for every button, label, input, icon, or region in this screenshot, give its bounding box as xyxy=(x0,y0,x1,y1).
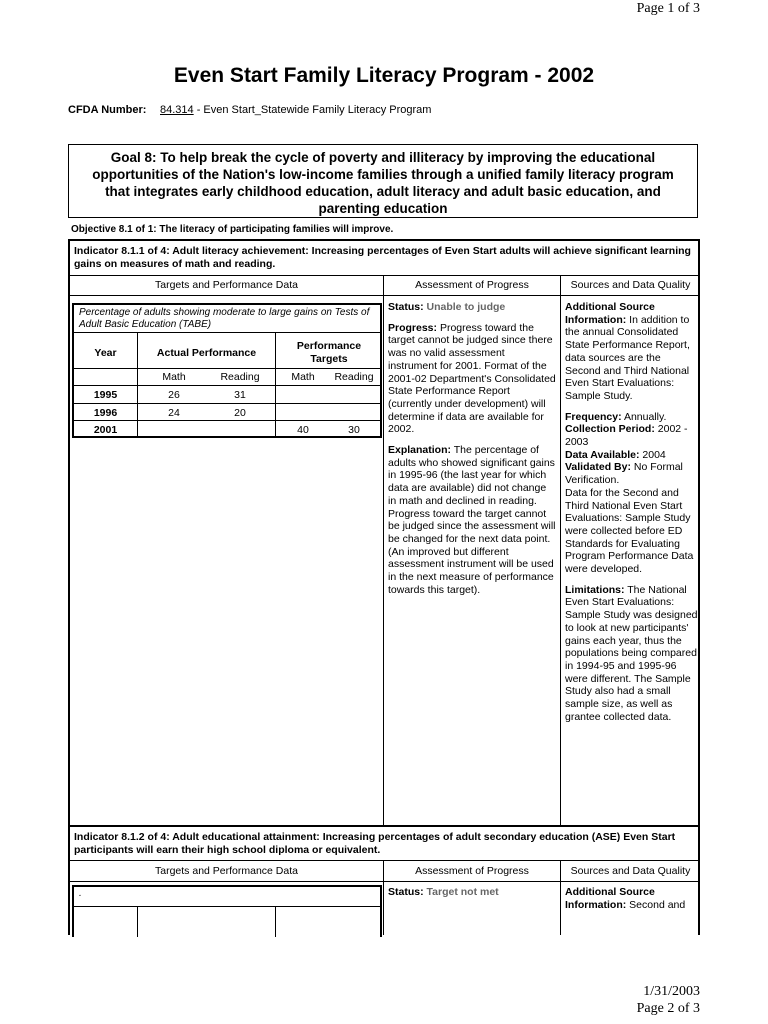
divider xyxy=(74,420,380,421)
indicator-1-table xyxy=(68,239,700,827)
row-year: 2001 xyxy=(93,424,118,436)
col-header-assessment: Assessment of Progress xyxy=(415,865,529,877)
limitations-text: The National Even Start Evaluations: Sample Study was designed to look at new participants' gains each year, thus the populations being compared in 1994-95 and 1995-96 were different. The Sample Study also had a small sample size, as well as grantee collected data. xyxy=(565,583,698,723)
page-number-top: Page 1 of 3 xyxy=(636,1,700,16)
frequency-text: Annually. xyxy=(621,410,667,423)
divider xyxy=(70,295,698,296)
progress-label: Progress: xyxy=(388,321,438,334)
assessment-column xyxy=(388,886,556,907)
status-badge: Unable to judge xyxy=(426,301,506,313)
footer-date: 1/31/2003 xyxy=(643,984,700,999)
cfda-line xyxy=(68,104,431,116)
document-title: Even Start Family Literacy Program - 2002 xyxy=(173,64,595,87)
performance-data-table xyxy=(72,885,382,937)
sub-math: Math xyxy=(291,371,315,383)
cfda-number-link[interactable]: 84.314 xyxy=(160,104,194,116)
col-header-sources: Sources and Data Quality xyxy=(570,865,691,877)
validated-by-label: Validated By: xyxy=(565,461,631,474)
divider xyxy=(74,385,380,386)
col-performance-targets: Performance Targets xyxy=(296,340,362,365)
divider xyxy=(383,275,384,825)
actual-math: 24 xyxy=(168,407,180,419)
actual-math: 26 xyxy=(168,389,180,401)
divider xyxy=(74,906,380,907)
explanation-label: Explanation: xyxy=(388,444,452,457)
indicator-1-title: Indicator 8.1.1 of 4: Adult literacy achievement: Increasing percentages of Even Start adults will achieve significant learning gains on measures of math and reading. xyxy=(74,245,691,270)
goal-text: Goal 8: To help break the cycle of poverty and illiteracy by improving the educational opportunities of the Nation's low-income families through a unified family literacy program that integrates early childhood education, adult literacy and adult basic education, and parenting education xyxy=(92,150,674,216)
divider xyxy=(74,403,380,404)
divider xyxy=(70,881,698,882)
col-header-targets: Targets and Performance Data xyxy=(155,279,298,291)
actual-reading: 20 xyxy=(234,407,246,419)
target-math: 40 xyxy=(297,424,309,436)
status-badge: Target not met xyxy=(426,886,499,898)
divider xyxy=(70,860,698,861)
table-caption: . xyxy=(79,888,82,899)
divider xyxy=(275,332,276,436)
limitations-label: Limitations: xyxy=(565,583,625,596)
validated-by-text: No Formal Verification. xyxy=(565,461,683,487)
target-reading: 30 xyxy=(348,424,360,436)
divider xyxy=(74,368,380,369)
footer xyxy=(637,983,700,1017)
row-year: 1996 xyxy=(93,407,118,419)
validated-note: Data for the Second and Third National Even Start Evaluations: Sample Study were collected before ED Standards for Evaluating Program Performance Data were developed. xyxy=(565,486,694,576)
collection-period-label: Collection Period: xyxy=(565,423,655,436)
indicator-2-table xyxy=(68,825,700,935)
divider xyxy=(275,906,276,937)
sub-reading: Reading xyxy=(220,371,260,383)
sources-column xyxy=(565,886,699,919)
goal-box xyxy=(68,144,698,218)
sub-reading: Reading xyxy=(334,371,374,383)
col-header-sources: Sources and Data Quality xyxy=(570,279,691,291)
sources-column xyxy=(565,301,699,732)
status-label: Status: xyxy=(388,301,424,313)
additional-source-label: Additional Source Information: xyxy=(565,886,655,911)
col-actual-performance: Actual Performance xyxy=(156,347,257,359)
performance-data-table xyxy=(72,303,382,438)
divider xyxy=(74,332,380,333)
collection-period-text: 2002 - 2003 xyxy=(565,423,688,449)
col-header-targets: Targets and Performance Data xyxy=(155,865,298,877)
additional-source-label: Additional Source Information: xyxy=(565,301,655,326)
additional-source-text: Second and xyxy=(626,898,686,911)
sub-math: Math xyxy=(162,371,186,383)
table-caption: Percentage of adults showing moderate to large gains on Tests of Adult Basic Education (TABE) xyxy=(79,307,370,330)
page-number-bottom: Page 2 of 3 xyxy=(636,1001,700,1016)
divider xyxy=(137,906,138,937)
additional-source-text: In addition to the annual Consolidated State Performance Report, data sources are the Second and Third National Even Start Evaluations: Sample Study. xyxy=(565,313,690,402)
frequency-label: Frequency: xyxy=(565,410,622,423)
divider xyxy=(560,275,561,825)
divider xyxy=(70,275,698,276)
col-year: Year xyxy=(94,347,117,359)
explanation-text: The percentage of adults who showed significant gains in 1995-96 (the last year for which data are available) did not change in math and declined in reading. Progress toward the target cannot be judged since the assessment will be changed for the next data point. (An improved but different assessment instrument will be used in the next measure of performance towards this target). xyxy=(388,444,556,596)
objective-text: Objective 8.1 of 1: The literacy of participating families will improve. xyxy=(71,224,394,235)
indicator-2-title: Indicator 8.1.2 of 4: Adult educational attainment: Increasing percentages of adult secondary education (ASE) Even Start participants will earn their high school diploma or equivalent. xyxy=(74,831,676,856)
actual-reading: 31 xyxy=(234,389,246,401)
col-header-assessment: Assessment of Progress xyxy=(415,279,529,291)
data-available-text: 2004 xyxy=(639,448,666,461)
row-year: 1995 xyxy=(93,389,118,401)
data-available-label: Data Available: xyxy=(565,448,640,461)
progress-text: Progress toward the target cannot be judged since there was no valid assessment instrument for 2001. Format of the 2001-02 Department's Consolidated State Performance Report (currently under development) will determine if data are available for 2002. xyxy=(388,321,556,436)
status-label: Status: xyxy=(388,886,424,898)
assessment-column xyxy=(388,301,556,604)
cfda-description: - Even Start_Statewide Family Literacy Program xyxy=(193,104,432,116)
cfda-label: CFDA Number: xyxy=(68,104,147,116)
